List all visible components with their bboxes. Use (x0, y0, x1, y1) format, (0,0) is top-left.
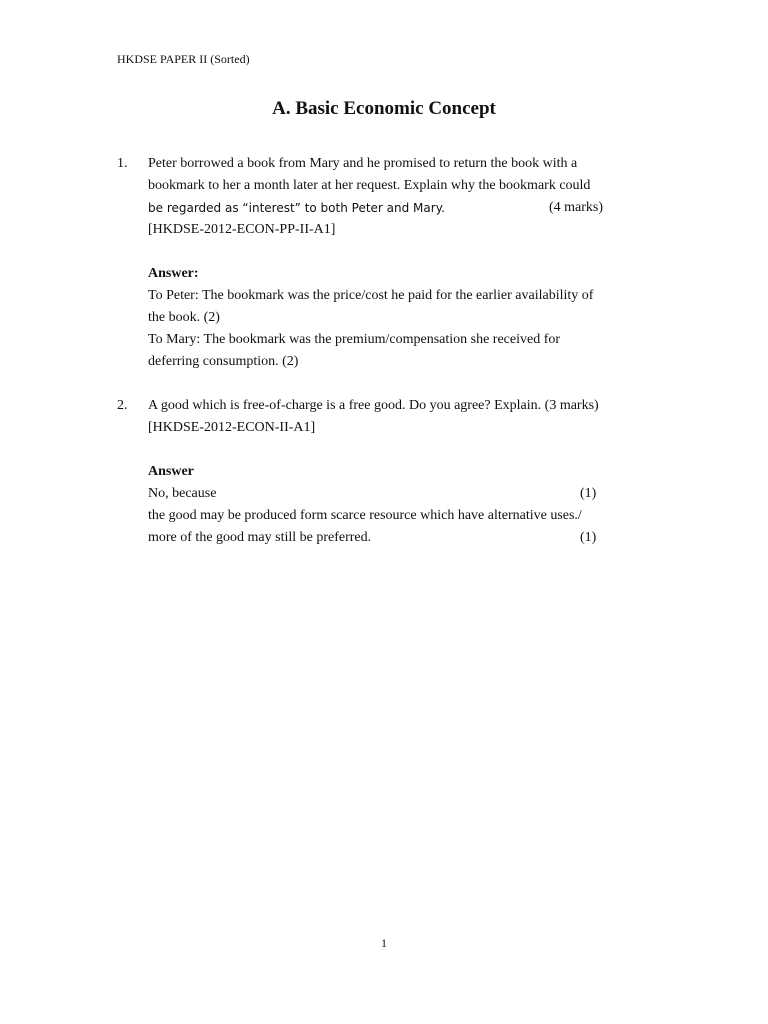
question-2-answer-mark-3: (1) (580, 530, 597, 545)
question-2-number: 2. (117, 398, 128, 413)
question-1-number: 1. (117, 156, 128, 171)
page-number: 1 (381, 936, 387, 950)
question-2-answer-label: Answer (148, 464, 194, 479)
question-1-reference: [HKDSE-2012-ECON-PP-II-A1] (148, 222, 336, 237)
question-1-answer-line-2: the book. (2) (148, 310, 220, 325)
question-2-answer-line-2: the good may be produced form scarce resource which have alternative uses./ (148, 508, 582, 523)
question-1-answer-line-3: To Mary: The bookmark was the premium/compensation she received for (148, 332, 561, 347)
question-2-answer-line-1: No, because (148, 486, 217, 501)
question-1-line-1: Peter borrowed a book from Mary and he promised to return the book with a (148, 156, 578, 171)
document-header: HKDSE PAPER II (Sorted) (117, 52, 250, 66)
question-2-answer-mark-1: (1) (580, 486, 597, 501)
question-2-line-1: A good which is free-of-charge is a free good. Do you agree? Explain. (3 marks) (148, 398, 599, 413)
question-1-line-2: bookmark to her a month later at her request. Explain why the bookmark could (148, 178, 591, 193)
question-1-answer-label: Answer: (148, 266, 199, 281)
question-1-answer-line-1: To Peter: The bookmark was the price/cost he paid for the earlier availability of (148, 288, 594, 303)
question-2-answer-line-3: more of the good may still be preferred. (148, 530, 372, 545)
question-2-reference: [HKDSE-2012-ECON-II-A1] (148, 420, 316, 435)
question-1-marks: (4 marks) (549, 200, 604, 215)
question-1-line-3: be regarded as “interest” to both Peter and Mary. (148, 201, 445, 215)
section-title: A. Basic Economic Concept (272, 98, 496, 119)
question-1-answer-line-4: deferring consumption. (2) (148, 354, 299, 369)
